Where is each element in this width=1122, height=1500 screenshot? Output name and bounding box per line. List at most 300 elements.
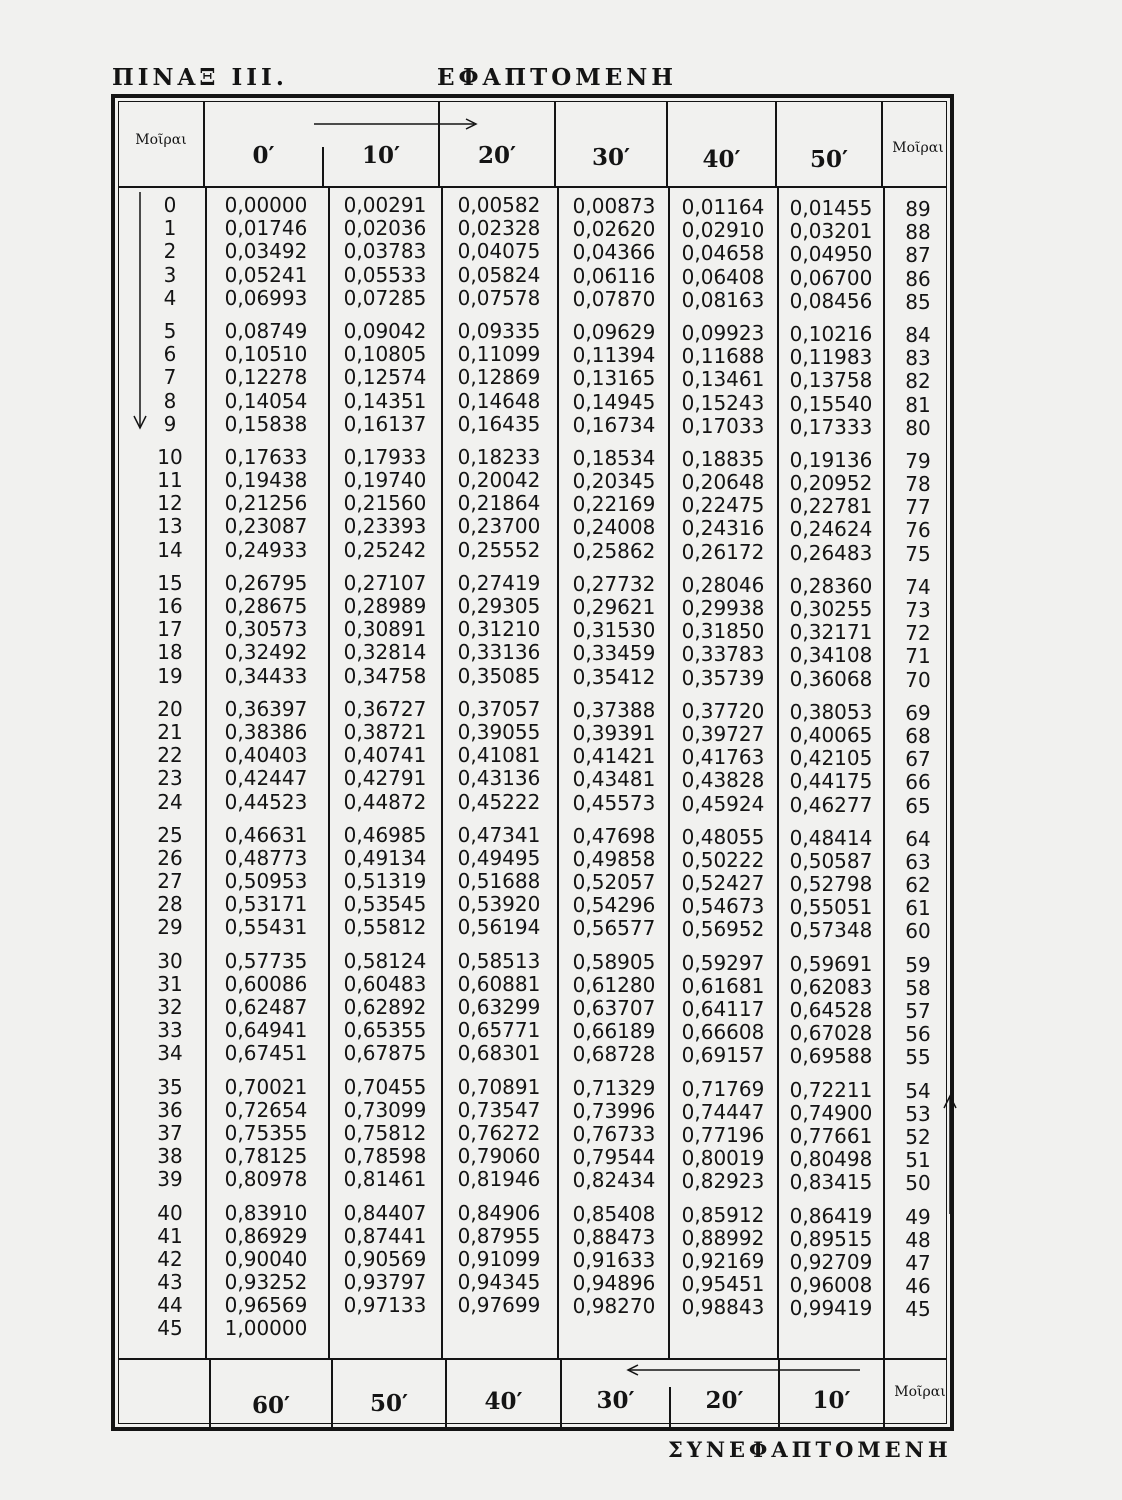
column-divider — [441, 186, 443, 1358]
row-group — [777, 197, 885, 313]
row-group — [445, 950, 553, 1066]
tangent-value-cell: 0,73547 — [457, 1097, 541, 1122]
column-header-50min: 50′ — [809, 146, 849, 173]
tangent-value-cell: 0,04075 — [457, 239, 541, 264]
complement-degree-cell: 51 — [905, 1148, 931, 1173]
tangent-value-cell: 0,05824 — [457, 262, 541, 287]
values-column-50min — [777, 197, 885, 1320]
complement-degree-cell: 50 — [905, 1171, 931, 1196]
tangent-value-cell: 0,26795 — [224, 570, 308, 595]
row-group — [893, 576, 943, 692]
row-group — [893, 954, 943, 1070]
tangent-value-cell: 0,40741 — [343, 743, 427, 768]
row-group — [893, 1206, 943, 1322]
tangent-value-cell: 0,39727 — [681, 721, 765, 746]
row-group — [777, 701, 885, 817]
tangent-value-cell: 0,00873 — [572, 194, 656, 218]
tangent-value-cell: 0,55051 — [789, 895, 873, 920]
tangent-value-cell: 0,20042 — [457, 468, 541, 493]
right-arrow-icon — [314, 118, 484, 130]
row-group — [669, 196, 777, 312]
complement-degree-cell: 87 — [905, 243, 931, 268]
complement-degree-cell: 57 — [905, 999, 931, 1023]
row-group — [777, 827, 885, 943]
tangent-value-cell: 0,37720 — [681, 698, 765, 723]
tangent-value-cell: 0,28046 — [681, 572, 765, 597]
row-group — [331, 446, 439, 562]
tangent-value-cell: 0,45573 — [572, 790, 656, 815]
complement-degree-cell: 60 — [905, 919, 931, 944]
tangent-value-cell: 0,18233 — [457, 444, 541, 469]
tangent-value-cell: 0,23087 — [224, 514, 308, 539]
complement-degree-cell: 83 — [905, 346, 931, 371]
degree-cell: 22 — [157, 743, 183, 768]
tangent-value-cell: 0,62892 — [343, 995, 427, 1019]
tangent-value-cell: 0,22781 — [789, 494, 873, 519]
degree-cell: 32 — [157, 995, 183, 1019]
complement-degree-cell: 86 — [905, 266, 931, 291]
tangent-value-cell: 0,34108 — [789, 643, 873, 668]
tangent-value-cell: 0,62487 — [224, 995, 308, 1019]
degree-cell: 38 — [157, 1144, 183, 1169]
complement-degree-cell: 65 — [905, 793, 931, 818]
tangent-value-cell: 0,01746 — [224, 216, 308, 241]
tangent-value-cell: 0,67451 — [224, 1041, 308, 1066]
tangent-value-cell: 0,05533 — [343, 262, 427, 287]
tangent-value-cell: 0,04366 — [572, 240, 656, 265]
tangent-value-cell: 0,51688 — [457, 869, 541, 894]
cotangent-title: ΣΥΝΕΦΑΠΤΟΜΕΝΗ — [668, 1437, 952, 1462]
tangent-value-cell: 0,17933 — [343, 444, 427, 469]
tangent-value-cell: 0,13758 — [789, 368, 873, 393]
tangent-value-cell: 0,09629 — [572, 319, 656, 344]
tangent-value-cell: 0,91633 — [572, 1247, 656, 1272]
tangent-value-cell: 0,30891 — [343, 617, 427, 642]
values-column-30min — [560, 195, 668, 1318]
tangent-value-cell: 0,20648 — [681, 470, 765, 495]
column-header-20min: 20′ — [477, 142, 517, 169]
complement-degree-cell: 62 — [905, 873, 931, 898]
degree-cell: 13 — [157, 514, 183, 539]
tangent-value-cell: 0,42105 — [789, 746, 873, 771]
tangent-value-cell: 0,75355 — [224, 1120, 308, 1145]
tangent-value-cell: 0,69157 — [681, 1043, 765, 1068]
values-column-0min — [212, 194, 320, 1341]
complement-degree-cell: 85 — [905, 289, 931, 314]
tangent-value-cell: 0,49858 — [572, 846, 656, 871]
tangent-value-cell: 0,58513 — [457, 948, 541, 973]
tangent-value-cell: 0,24008 — [572, 515, 656, 540]
tangent-value-cell: 0,80019 — [681, 1146, 765, 1171]
degree-cell: 40 — [157, 1200, 183, 1225]
tangent-value-cell: 0,74447 — [681, 1099, 765, 1124]
row-group — [145, 698, 195, 814]
tangent-value-cell: 0,79060 — [457, 1144, 541, 1169]
row-group — [560, 825, 668, 941]
tangent-value-cell: 0,52057 — [572, 870, 656, 895]
tangent-value-cell: 0,08749 — [224, 318, 308, 343]
tangent-value-cell: 0,00000 — [224, 193, 308, 217]
tangent-value-cell: 0,24624 — [789, 517, 873, 542]
tangent-value-cell: 0,13461 — [681, 367, 765, 392]
degree-cell: 25 — [157, 822, 183, 847]
tangent-value-cell: 0,38386 — [224, 719, 308, 744]
tangent-value-cell: 1,00000 — [224, 1316, 308, 1341]
row-group — [445, 446, 553, 562]
footer-rule — [119, 1358, 946, 1360]
degrees-column — [145, 194, 195, 1341]
tangent-value-cell: 0,31850 — [681, 619, 765, 644]
tangent-value-cell: 0,70021 — [224, 1074, 308, 1099]
tangent-value-cell: 0,01455 — [789, 196, 873, 220]
degree-cell: 39 — [157, 1167, 183, 1192]
left-arrow-icon — [624, 1364, 864, 1376]
tangent-value-cell: 0,57735 — [224, 948, 308, 973]
tangent-value-cell: 0,59297 — [681, 950, 765, 975]
column-header-10min: 10′ — [361, 142, 401, 169]
tangent-value-cell: 0,16435 — [457, 411, 541, 436]
complement-degree-cell: 48 — [905, 1227, 931, 1252]
tangent-value-cell: 0,99419 — [789, 1296, 873, 1321]
table-id: ΠΙΝΑΞ ΙΙΙ. — [112, 64, 288, 91]
row-group — [560, 951, 668, 1067]
row-group — [560, 195, 668, 311]
degree-cell: 28 — [157, 892, 183, 917]
tangent-value-cell: 0,02328 — [457, 216, 541, 241]
tangent-value-cell: 0,36727 — [343, 696, 427, 721]
complement-degree-cell: 55 — [905, 1045, 931, 1070]
row-group — [212, 950, 320, 1066]
complement-degree-cell: 69 — [905, 700, 931, 725]
row-group — [893, 1080, 943, 1196]
tangent-value-cell: 0,41421 — [572, 744, 656, 769]
column-header-40min: 40′ — [702, 146, 741, 173]
tangent-value-cell: 0,09923 — [681, 320, 765, 345]
tangent-value-cell: 0,48055 — [681, 824, 765, 849]
complement-degree-cell: 71 — [905, 644, 931, 669]
row-group — [777, 1205, 885, 1321]
row-group — [445, 572, 553, 688]
tangent-value-cell: 0,57348 — [789, 918, 873, 943]
row-group — [445, 1076, 553, 1192]
degree-cell: 36 — [157, 1097, 183, 1122]
tangent-value-cell: 0,87441 — [343, 1223, 427, 1248]
row-group — [145, 194, 195, 310]
tangent-value-cell: 0,34758 — [343, 663, 427, 688]
tangent-value-cell: 0,24316 — [681, 516, 765, 541]
tangent-value-cell: 0,38053 — [789, 699, 873, 724]
tangent-value-cell: 0,32814 — [343, 640, 427, 665]
degree-cell: 44 — [157, 1293, 183, 1318]
tangent-value-cell: 0,88992 — [681, 1225, 765, 1250]
row-group — [669, 700, 777, 816]
tangent-value-cell: 0,67875 — [343, 1041, 427, 1066]
complement-degree-cell: 58 — [905, 975, 931, 1000]
tangent-value-cell: 0,61681 — [681, 973, 765, 998]
row-group — [893, 828, 943, 944]
tangent-value-cell: 0,02910 — [681, 218, 765, 243]
tangent-value-cell: 0,37057 — [457, 696, 541, 721]
tangent-value-cell: 0,72211 — [789, 1077, 873, 1102]
row-group — [669, 448, 777, 564]
tangent-value-cell: 0,15838 — [224, 411, 308, 436]
tangent-value-cell: 0,12869 — [457, 365, 541, 390]
up-arrow-icon — [943, 1094, 957, 1214]
degree-cell: 27 — [157, 869, 183, 894]
tangent-value-cell: 0,06116 — [572, 263, 656, 288]
tangent-value-cell: 0,17033 — [681, 413, 765, 438]
tangent-value-cell: 0,47698 — [572, 823, 656, 848]
tangent-value-cell: 0,64528 — [789, 998, 873, 1022]
tangent-value-cell: 0,45924 — [681, 791, 765, 816]
degree-cell: 23 — [157, 766, 183, 791]
tangent-value-cell: 0,56952 — [681, 917, 765, 942]
tangent-value-cell: 0,00291 — [343, 193, 427, 217]
row-group — [331, 1202, 439, 1318]
row-group — [669, 1204, 777, 1320]
degree-cell: 37 — [157, 1120, 183, 1145]
tangent-value-cell: 0,84906 — [457, 1200, 541, 1225]
row-group — [669, 826, 777, 942]
degree-cell: 1 — [163, 216, 177, 241]
tangent-value-cell: 0,28360 — [789, 573, 873, 598]
tangent-value-cell: 0,04658 — [681, 241, 765, 266]
complement-degree-cell: 45 — [905, 1297, 931, 1322]
tangent-value-cell: 0,72654 — [224, 1097, 308, 1122]
tangent-value-cell: 0,43828 — [681, 768, 765, 793]
tangent-value-cell: 0,93797 — [343, 1270, 427, 1295]
tangent-value-cell: 0,03492 — [224, 239, 308, 264]
degree-cell: 7 — [163, 365, 177, 390]
row-group — [560, 1077, 668, 1193]
degree-cell: 24 — [157, 789, 183, 814]
degree-cell: 8 — [163, 388, 177, 413]
row-group — [669, 574, 777, 690]
degree-cell: 33 — [157, 1018, 183, 1043]
footer-column-50min: 50′ — [369, 1390, 409, 1417]
tangent-value-cell: 0,03201 — [789, 219, 873, 244]
tangent-value-cell: 0,90040 — [224, 1246, 308, 1271]
row-group — [777, 575, 885, 691]
tangent-value-cell: 0,50222 — [681, 847, 765, 872]
tangent-value-cell: 0,46277 — [789, 792, 873, 817]
degree-cell: 14 — [157, 537, 183, 562]
row-group — [145, 1076, 195, 1192]
tangent-value-cell: 0,92709 — [789, 1249, 873, 1274]
row-group — [560, 447, 668, 563]
tangent-value-cell: 0,29621 — [572, 595, 656, 619]
tangent-value-cell: 0,10216 — [789, 321, 873, 346]
degree-cell: 10 — [157, 444, 183, 469]
row-group — [145, 446, 195, 562]
tangent-value-cell: 0,07870 — [572, 286, 656, 311]
tangent-value-cell: 0,39055 — [457, 719, 541, 744]
degree-cell: 35 — [157, 1074, 183, 1099]
header-divider — [666, 102, 668, 186]
row-group — [445, 194, 553, 310]
tangent-value-cell: 0,43481 — [572, 767, 656, 792]
degree-cell: 41 — [157, 1223, 183, 1248]
tangent-value-cell: 0,53920 — [457, 892, 541, 917]
tangent-value-cell: 0,61280 — [572, 972, 656, 997]
tangent-value-cell: 0,25242 — [343, 537, 427, 562]
degree-cell: 18 — [157, 640, 183, 665]
tangent-value-cell: 0,49134 — [343, 845, 427, 870]
tangent-value-cell: 0,34433 — [224, 663, 308, 688]
degree-cell: 9 — [163, 411, 177, 436]
page-title: ΕΦΑΠΤΟΜΕΝΗ — [437, 64, 678, 91]
values-column-20min — [445, 194, 553, 1317]
tangent-value-cell: 0,36397 — [224, 696, 308, 721]
tangent-value-cell: 0,02036 — [343, 216, 427, 241]
header-divider — [775, 102, 777, 186]
tangent-value-cell: 0,28675 — [224, 594, 308, 618]
degree-cell: 42 — [157, 1246, 183, 1271]
complement-degree-cell: 84 — [905, 322, 931, 347]
complement-degree-cell: 81 — [905, 392, 931, 417]
degree-cell: 4 — [163, 285, 177, 310]
tangent-value-cell: 0,09335 — [457, 318, 541, 343]
tangent-value-cell: 0,59691 — [789, 951, 873, 976]
tangent-value-cell: 0,80498 — [789, 1147, 873, 1172]
complement-degree-cell: 49 — [905, 1204, 931, 1229]
tangent-value-cell: 0,83910 — [224, 1200, 308, 1225]
complement-degree-cell: 88 — [905, 220, 931, 245]
tangent-value-cell: 0,40403 — [224, 743, 308, 768]
tangent-value-cell: 0,03783 — [343, 239, 427, 264]
degree-cell: 11 — [157, 468, 183, 493]
footer-column-20min: 20′ — [705, 1387, 744, 1414]
tangent-value-cell: 0,25862 — [572, 538, 656, 563]
tangent-value-cell: 0,40065 — [789, 722, 873, 747]
row-group — [669, 322, 777, 438]
row-group — [145, 320, 195, 436]
footer-column-40min: 40′ — [484, 1388, 523, 1415]
tangent-value-cell: 0,81946 — [457, 1167, 541, 1192]
tangent-value-cell: 0,74900 — [789, 1100, 873, 1125]
page-header — [112, 64, 912, 96]
complement-degree-cell: 73 — [905, 598, 931, 622]
row-group — [331, 572, 439, 688]
values-column-10min — [331, 194, 439, 1317]
degree-cell: 21 — [157, 719, 183, 744]
tangent-value-cell: 0,14054 — [224, 388, 308, 413]
tangent-value-cell: 0,79544 — [572, 1145, 656, 1170]
complement-degree-cell: 76 — [905, 518, 931, 543]
row-group — [212, 194, 320, 310]
tangent-value-cell: 0,55812 — [343, 915, 427, 940]
tangent-value-cell: 0,78125 — [224, 1144, 308, 1169]
row-group — [777, 323, 885, 439]
row-group — [212, 1076, 320, 1192]
complement-degree-cell: 68 — [905, 723, 931, 748]
tangent-value-cell: 0,53171 — [224, 892, 308, 917]
degree-cell: 43 — [157, 1270, 183, 1295]
tangent-value-cell: 0,07285 — [343, 285, 427, 310]
tangent-value-cell: 0,66608 — [681, 1020, 765, 1045]
tangent-value-cell: 0,58124 — [343, 948, 427, 973]
tangent-value-cell: 0,60483 — [343, 971, 427, 996]
complement-degree-cell: 63 — [905, 849, 931, 874]
column-divider — [205, 186, 207, 1358]
complement-degree-cell: 70 — [905, 667, 931, 692]
degrees-label-bottom-right: Μοῖραι — [894, 1384, 946, 1400]
tangent-value-cell: 0,33136 — [457, 640, 541, 665]
tangent-value-cell: 0,88473 — [572, 1224, 656, 1249]
tangent-value-cell: 0,81461 — [343, 1167, 427, 1192]
row-group — [560, 321, 668, 437]
tangent-value-cell: 0,56577 — [572, 916, 656, 941]
tangent-value-cell: 0,66189 — [572, 1019, 656, 1044]
degree-cell: 34 — [157, 1041, 183, 1066]
column-header-0min: 0′ — [252, 142, 275, 169]
values-column-40min — [669, 196, 777, 1319]
tangent-value-cell: 0,48414 — [789, 825, 873, 850]
tangent-value-cell: 0,13165 — [572, 366, 656, 391]
row-group — [331, 698, 439, 814]
complement-degree-cell: 77 — [905, 495, 931, 520]
tangent-value-cell: 0,87955 — [457, 1223, 541, 1248]
tangent-value-cell: 0,30573 — [224, 617, 308, 642]
tangent-value-cell: 0,44872 — [343, 789, 427, 814]
tangent-value-cell: 0,31210 — [457, 617, 541, 642]
degree-cell: 0 — [163, 193, 177, 217]
degrees-label-left: Μοῖραι — [135, 132, 187, 148]
tangent-value-cell: 0,54673 — [681, 894, 765, 919]
tangent-value-cell: 0,21560 — [343, 491, 427, 516]
table-inner-frame — [118, 101, 947, 1424]
tangent-value-cell: 0,67028 — [789, 1021, 873, 1046]
footer-column-60min: 60′ — [251, 1392, 291, 1419]
tangent-value-cell: 0,91099 — [457, 1246, 541, 1271]
tangent-value-cell: 0,24933 — [224, 537, 308, 562]
complement-degrees-column — [893, 198, 943, 1321]
degree-cell: 3 — [163, 262, 177, 287]
row-group — [777, 1079, 885, 1195]
tangent-value-cell: 0,71769 — [681, 1076, 765, 1101]
tangent-value-cell: 0,63299 — [457, 995, 541, 1019]
tangent-value-cell: 0,48773 — [224, 845, 308, 870]
footer-column-10min: 10′ — [812, 1387, 851, 1414]
complement-degree-cell: 74 — [905, 574, 931, 599]
tangent-value-cell: 0,17333 — [789, 414, 873, 439]
tangent-value-cell: 0,63707 — [572, 996, 656, 1020]
tangent-value-cell: 0,36068 — [789, 666, 873, 691]
degree-cell: 29 — [157, 915, 183, 940]
tangent-value-cell: 0,51319 — [343, 869, 427, 894]
tangent-value-cell: 0,23393 — [343, 514, 427, 539]
tangent-value-cell: 0,15243 — [681, 390, 765, 415]
tangent-value-cell: 0,84407 — [343, 1200, 427, 1225]
tangent-value-cell: 0,86419 — [789, 1203, 873, 1228]
column-divider — [328, 186, 330, 1358]
tangent-value-cell: 0,02620 — [572, 217, 656, 242]
tangent-value-cell: 0,35739 — [681, 665, 765, 690]
tangent-value-cell: 0,42791 — [343, 766, 427, 791]
tangent-value-cell: 0,86929 — [224, 1223, 308, 1248]
row-group — [212, 446, 320, 562]
tangent-value-cell: 0,85912 — [681, 1202, 765, 1227]
tangent-value-cell: 0,01164 — [681, 195, 765, 219]
row-group — [560, 573, 668, 689]
row-group — [893, 450, 943, 566]
degree-cell: 19 — [157, 663, 183, 688]
tangent-value-cell: 0,43136 — [457, 766, 541, 791]
tangent-value-cell: 0,26172 — [681, 539, 765, 564]
tangent-value-cell: 0,12574 — [343, 365, 427, 390]
row-group — [777, 449, 885, 565]
tangent-value-cell: 0,97133 — [343, 1293, 427, 1318]
